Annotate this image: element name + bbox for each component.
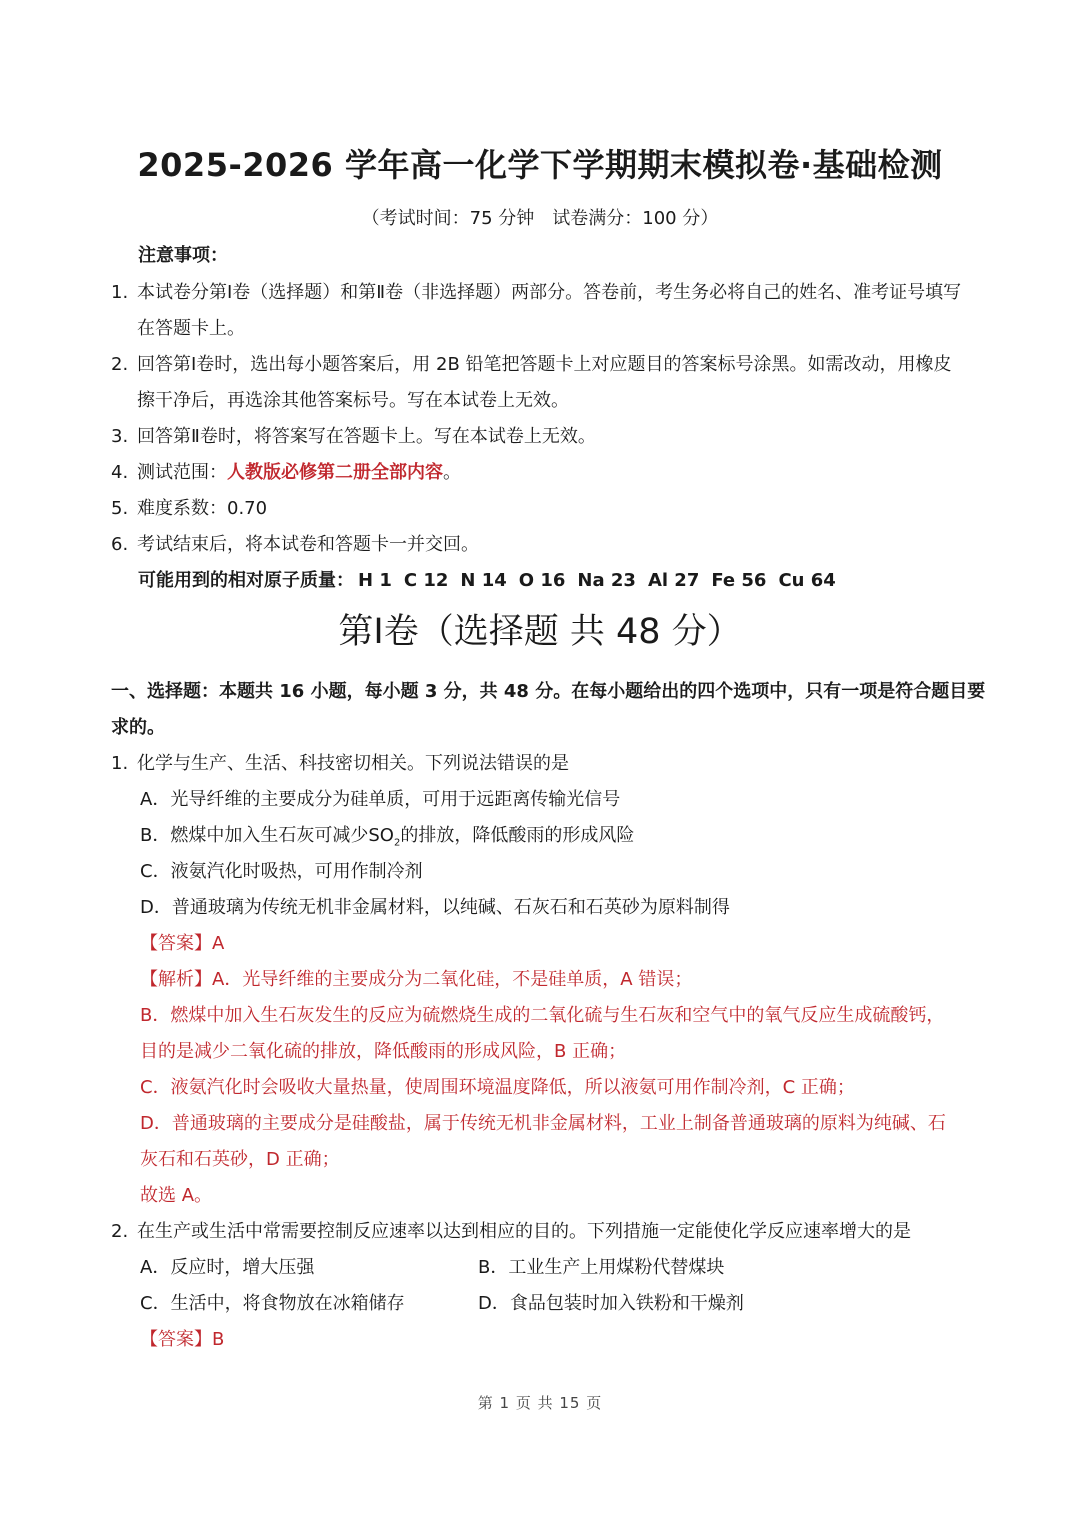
atomic-masses: [138, 568, 848, 594]
question-1-stem: [111, 751, 569, 777]
part-heading-cont: 求的。: [111, 717, 165, 738]
document-title: 2025-2026 学年高一化学下学期期末模拟卷·基础检测: [137, 146, 943, 184]
q1-option-a: A．光导纤维的主要成分为硅单质，可用于远距离传输光信号: [140, 789, 621, 810]
mass-item: C 12: [403, 570, 449, 591]
mass-item: Al 27: [647, 570, 700, 591]
note-1-cont: 在答题卡上。: [137, 318, 245, 339]
note-number: 6.: [111, 534, 129, 555]
chemical-formula: SO: [368, 825, 394, 846]
note-5: [111, 496, 267, 522]
note-2: [111, 352, 952, 378]
q1-analysis-line: 【解析】A．光导纤维的主要成分为二氧化硅，不是硅单质，A 错误；: [140, 969, 693, 990]
q1-analysis-line: D．普通玻璃的主要成分是硅酸盐，属于传统无机非金属材料，工业上制备普通玻璃的原料为纯碱、石: [140, 1113, 946, 1134]
note-4: [111, 460, 461, 486]
q1-option-b: [140, 823, 634, 857]
question-text: 化学与生产、生活、科技密切相关。下列说法错误的是: [137, 753, 569, 774]
question-text: 在生产或生活中常需要控制反应速率以达到相应的目的。下列措施一定能使化学反应速率增大的是: [137, 1221, 911, 1242]
q2-option-d: D．食品包装时加入铁粉和干燥剂: [478, 1293, 744, 1314]
question-number: 2.: [111, 1221, 129, 1242]
note-text: 难度系数：0.70: [137, 498, 268, 519]
note-6: [111, 532, 479, 558]
mass-item: O 16: [518, 570, 566, 591]
note-number: 1.: [111, 282, 129, 303]
note-text: 回答第Ⅰ卷时，选出每小题答案后，用 2B 铅笔把答题卡上对应题目的答案标号涂黑。如需改动，用橡皮: [137, 354, 952, 375]
exam-info: （考试时间：75 分钟 试卷满分：100 分）: [361, 208, 719, 229]
note-suffix: 。: [443, 462, 461, 483]
q2-option-b: B．工业生产上用煤粉代替煤块: [478, 1257, 725, 1278]
note-text: 考试结束后，将本试卷和答题卡一并交回。: [137, 534, 479, 555]
section-title: 第Ⅰ卷（选择题 共 48 分）: [338, 612, 742, 652]
mass-item: Cu 64: [778, 570, 836, 591]
q2-answer: 【答案】B: [140, 1329, 225, 1350]
q1-answer: 【答案】A: [140, 933, 225, 954]
q1-option-d: D．普通玻璃为传统无机非金属材料，以纯碱、石灰石和石英砂为原料制得: [140, 897, 730, 918]
atomic-masses-label: 可能用到的相对原子质量：: [138, 570, 354, 591]
mass-item: H 1: [358, 570, 392, 591]
question-number: 1.: [111, 753, 129, 774]
note-number: 3.: [111, 426, 129, 447]
note-2-cont: 擦干净后，再选涂其他答案标号。写在本试卷上无效。: [137, 390, 569, 411]
q1-analysis-line: C．液氨汽化时会吸收大量热量，使周围环境温度降低，所以液氨可用作制冷剂，C 正确；: [140, 1077, 855, 1098]
note-number: 4.: [111, 462, 129, 483]
test-scope-highlight: 人教版必修第二册全部内容: [227, 462, 443, 483]
mass-item: Fe 56: [711, 570, 767, 591]
note-3: [111, 424, 596, 450]
page-footer: 第 1 页 共 15 页: [477, 1394, 603, 1412]
option-text: 的排放，降低酸雨的形成风险: [400, 825, 635, 846]
note-1: [111, 280, 961, 306]
q1-analysis-line: B．燃煤中加入生石灰发生的反应为硫燃烧生成的二氧化硫与生石灰和空气中的氧气反应生成硫酸钙，: [140, 1005, 945, 1026]
q2-option-c: C．生活中，将食物放在冰箱储存: [140, 1293, 405, 1314]
notes-heading: 注意事项：: [138, 245, 228, 266]
note-text: 测试范围：: [137, 462, 227, 483]
q1-analysis-line: 灰石和石英砂，D 正确；: [140, 1149, 340, 1170]
note-text: 本试卷分第Ⅰ卷（选择题）和第Ⅱ卷（非选择题）两部分。答卷前，考生务必将自己的姓名、准考证号填写: [137, 282, 962, 303]
q1-option-c: C．液氨汽化时吸热，可用作制冷剂: [140, 861, 423, 882]
note-number: 2.: [111, 354, 129, 375]
q1-analysis-line: 故选 A。: [140, 1185, 213, 1206]
question-2-stem: [111, 1219, 911, 1245]
q1-analysis-line: 目的是减少二氧化硫的排放，降低酸雨的形成风险，B 正确；: [140, 1041, 627, 1062]
part-heading: 一、选择题：本题共 16 小题，每小题 3 分，共 48 分。在每小题给出的四个选项中，只有一项是符合题目要: [111, 681, 986, 702]
option-text: B．燃煤中加入生石灰可减少: [140, 825, 369, 846]
mass-item: N 14: [460, 570, 507, 591]
q2-option-a: A．反应时，增大压强: [140, 1257, 315, 1278]
note-text: 回答第Ⅱ卷时，将答案写在答题卡上。写在本试卷上无效。: [137, 426, 596, 447]
note-number: 5.: [111, 498, 129, 519]
formula-subscript: 2: [393, 837, 401, 849]
mass-item: Na 23: [577, 570, 636, 591]
